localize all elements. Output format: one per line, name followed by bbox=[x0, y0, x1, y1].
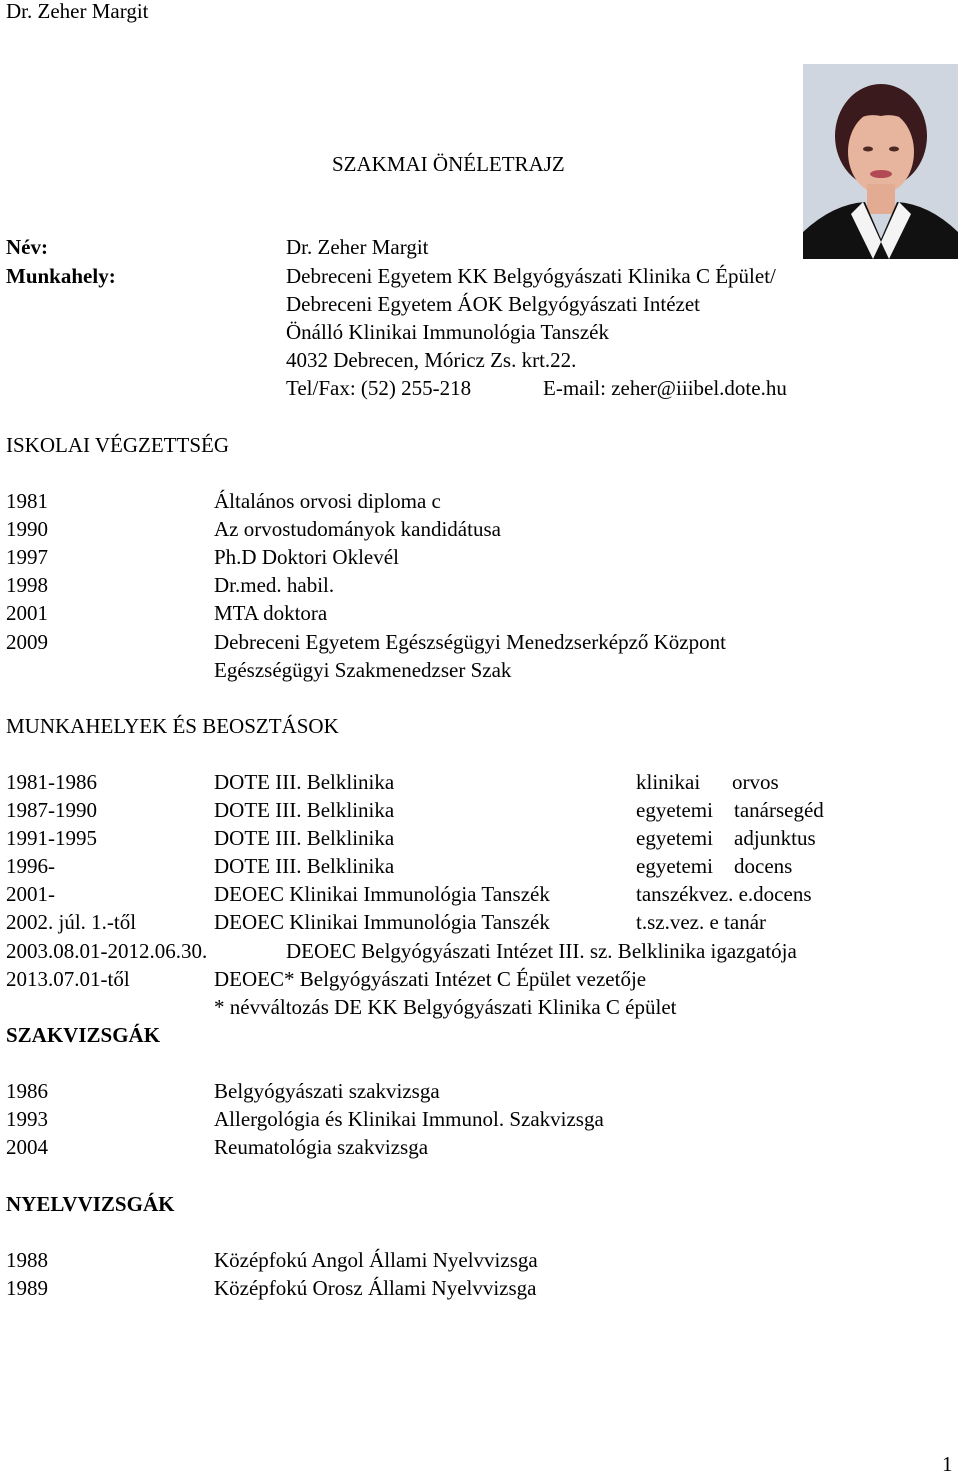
education-year: 2009 bbox=[6, 630, 48, 654]
position-period: 2002. júl. 1.-től bbox=[6, 910, 137, 934]
exam-text: Belgyógyászati szakvizsga bbox=[214, 1079, 440, 1103]
position-period: 2001- bbox=[6, 882, 55, 906]
position-role: egyetemi bbox=[636, 854, 713, 878]
position-role: klinikai bbox=[636, 770, 701, 794]
workplace-label: Munkahely: bbox=[6, 264, 116, 288]
positions-heading: MUNKAHELYEK ÉS BEOSZTÁSOK bbox=[6, 714, 339, 738]
name-value: Dr. Zeher Margit bbox=[286, 235, 429, 259]
language-year: 1988 bbox=[6, 1248, 48, 1272]
education-year: 1990 bbox=[6, 517, 48, 541]
position-role-title: adjunktus bbox=[734, 826, 816, 850]
header-name: Dr. Zeher Margit bbox=[6, 0, 149, 23]
exam-text: Reumatológia szakvizsga bbox=[214, 1135, 429, 1159]
workplace-line: Debreceni Egyetem ÁOK Belgyógyászati Intézet bbox=[286, 292, 701, 316]
language-exams-heading: NYELVVIZSGÁK bbox=[6, 1192, 175, 1216]
position-period: 2003.08.01-2012.06.30. bbox=[6, 939, 208, 963]
education-text: Ph.D Doktori Oklevél bbox=[214, 545, 399, 569]
exam-year: 1986 bbox=[6, 1079, 48, 1103]
education-text: Dr.med. habil. bbox=[214, 573, 335, 597]
workplace-line: Önálló Klinikai Immunológia Tanszék bbox=[286, 320, 609, 344]
workplace-line: Debreceni Egyetem KK Belgyógyászati Klinika C Épület/ bbox=[286, 264, 776, 288]
position-role-title: orvos bbox=[732, 770, 779, 794]
education-continuation: Egészségügyi Szakmenedzser Szak bbox=[214, 658, 512, 682]
email-link[interactable]: E-mail: zeher@iiibel.dote.hu bbox=[543, 376, 787, 400]
exam-year: 1993 bbox=[6, 1107, 48, 1131]
language-text: Középfokú Orosz Állami Nyelvvizsga bbox=[214, 1276, 537, 1300]
education-year: 1981 bbox=[6, 489, 48, 513]
position-period: 2013.07.01-től bbox=[6, 967, 130, 991]
position-place: DEOEC Klinikai Immunológia Tanszék bbox=[214, 882, 550, 906]
position-role: egyetemi bbox=[636, 798, 713, 822]
position-role-title: tanársegéd bbox=[734, 798, 824, 822]
position-footnote: * névváltozás DE KK Belgyógyászati Klinika C épület bbox=[214, 995, 677, 1019]
position-period: 1981-1986 bbox=[6, 770, 97, 794]
education-year: 2001 bbox=[6, 601, 48, 625]
education-year: 1997 bbox=[6, 545, 48, 569]
exam-year: 2004 bbox=[6, 1135, 48, 1159]
education-text: MTA doktora bbox=[214, 601, 328, 625]
page-title: SZAKMAI ÖNÉLETRAJZ bbox=[332, 152, 565, 176]
education-text: Debreceni Egyetem Egészségügyi Menedzserképző Központ bbox=[214, 630, 726, 654]
position-period: 1996- bbox=[6, 854, 55, 878]
language-text: Középfokú Angol Állami Nyelvvizsga bbox=[214, 1248, 538, 1272]
position-period: 1991-1995 bbox=[6, 826, 97, 850]
education-year: 1998 bbox=[6, 573, 48, 597]
position-role: t.sz.vez. e tanár bbox=[636, 910, 767, 934]
position-place: DOTE III. Belklinika bbox=[214, 854, 395, 878]
position-place: DOTE III. Belklinika bbox=[214, 770, 395, 794]
specialty-exams-heading: SZAKVIZSGÁK bbox=[6, 1023, 161, 1047]
workplace-line: 4032 Debrecen, Móricz Zs. krt.22. bbox=[286, 348, 577, 372]
position-role: egyetemi bbox=[636, 826, 713, 850]
language-year: 1989 bbox=[6, 1276, 48, 1300]
position-text: DEOEC Belgyógyászati Intézet III. sz. Belklinika igazgatója bbox=[286, 939, 797, 963]
education-text: Általános orvosi diploma c bbox=[214, 489, 441, 513]
position-place: DOTE III. Belklinika bbox=[214, 798, 395, 822]
position-role-title: docens bbox=[734, 854, 793, 878]
portrait-icon bbox=[803, 64, 958, 259]
telfax: Tel/Fax: (52) 255-218 bbox=[286, 376, 472, 400]
position-text: DEOEC* Belgyógyászati Intézet C Épület vezetője bbox=[214, 967, 647, 991]
name-label: Név: bbox=[6, 235, 48, 259]
exam-text: Allergológia és Klinikai Immunol. Szakvizsga bbox=[214, 1107, 604, 1131]
position-period: 1987-1990 bbox=[6, 798, 97, 822]
position-role: tanszékvez. e.docens bbox=[636, 882, 812, 906]
position-place: DOTE III. Belklinika bbox=[214, 826, 395, 850]
education-heading: ISKOLAI VÉGZETTSÉG bbox=[6, 433, 230, 457]
portrait-photo bbox=[803, 64, 958, 259]
page-number: 1 bbox=[942, 1452, 953, 1476]
education-text: Az orvostudományok kandidátusa bbox=[214, 517, 501, 541]
position-place: DEOEC Klinikai Immunológia Tanszék bbox=[214, 910, 550, 934]
